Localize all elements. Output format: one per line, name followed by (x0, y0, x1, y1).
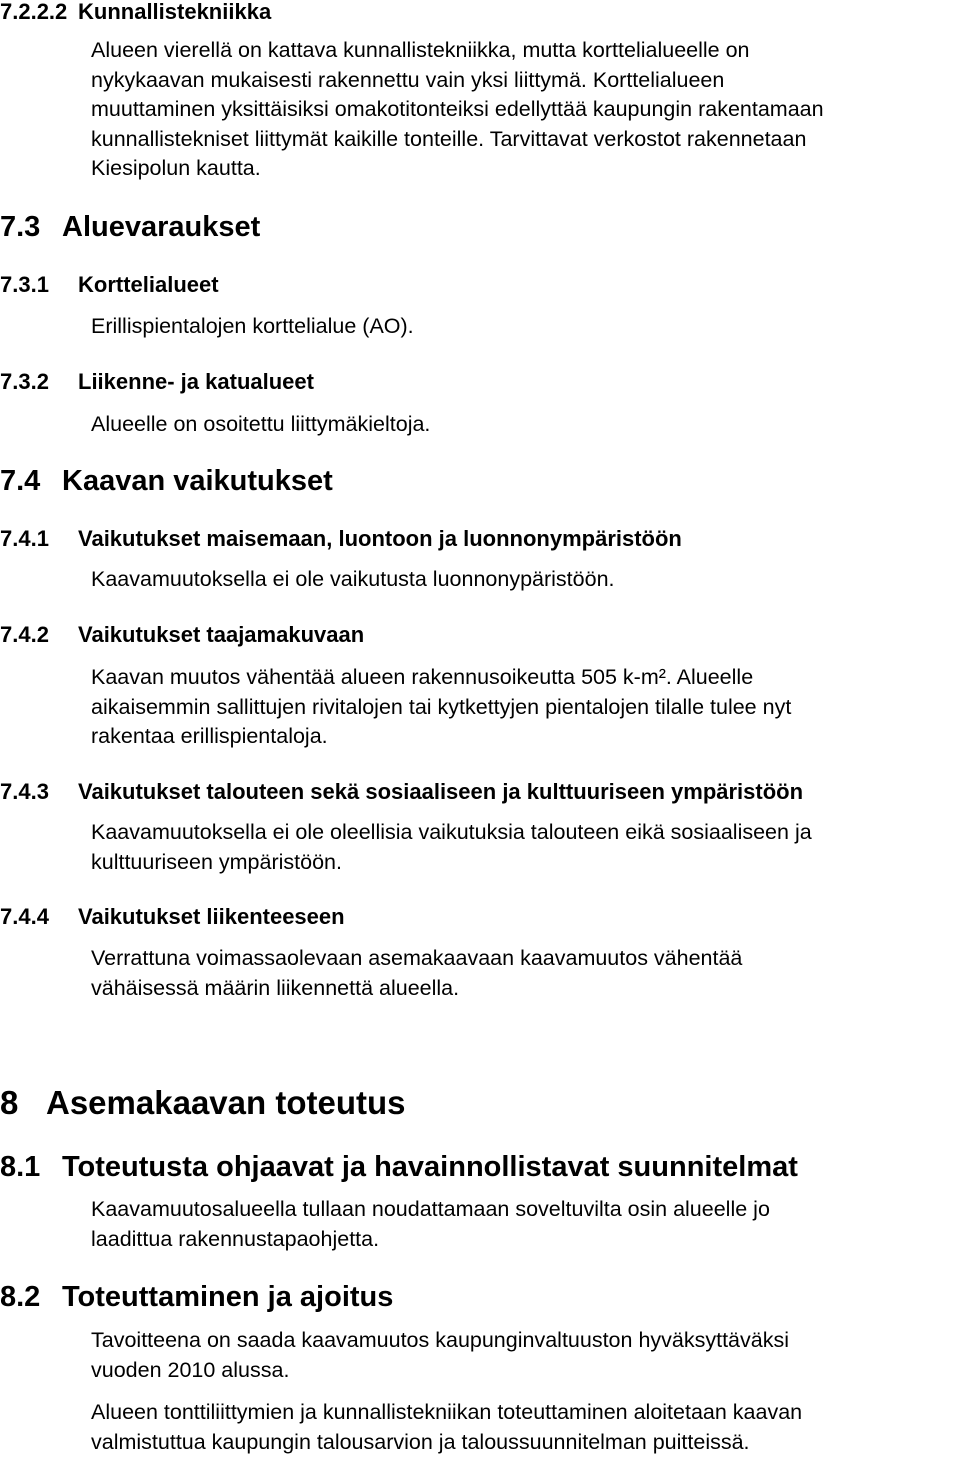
paragraph-line: kunnallistekniset liittymät kaikille tonteille. Tarvittavat verkostot rakennetaan (91, 126, 807, 151)
paragraph-line: vähäisessä määrin liikennettä alueella. (91, 975, 460, 1000)
paragraph-line: Alueelle on osoitettu liittymäkieltoja. (91, 412, 431, 436)
paragraph-line: Alueen vierellä on kattava kunnallistekniikka, mutta korttelialueelle on (91, 38, 750, 62)
section-title: Aluevaraukset (62, 211, 261, 243)
section-title: Vaikutukset talouteen sekä sosiaaliseen ja kulttuuriseen ympäristöön (78, 779, 804, 804)
section-title: Vaikutukset taajamakuvaan (78, 622, 365, 647)
section-heading-8 (0, 1084, 405, 1122)
section-number: 7.4.3 (0, 779, 49, 804)
paragraph-line: laadittua rakennustapaohjetta. (91, 1226, 380, 1251)
section-number: 7.4.1 (0, 526, 49, 551)
paragraph-liikenne (91, 410, 951, 440)
paragraph-talous (91, 818, 951, 877)
paragraph-line: valmistuttua kaupungin talousarvion ja taloussuunnitelman puitteissä. (91, 1429, 750, 1454)
paragraph-line: Alueen tonttiliittymien ja kunnallistekniikan toteuttaminen aloitetaan kaavan (91, 1400, 803, 1424)
section-heading-7-4-3 (0, 779, 803, 805)
paragraph-toteuttaminen (91, 1398, 951, 1457)
paragraph-line: Verrattuna voimassaolevaan asemakaavaan kaavamuutos vähentää (91, 946, 743, 970)
paragraph-line: kulttuuriseen ympäristöön. (91, 849, 342, 874)
section-title: Liikenne- ja katualueet (78, 369, 314, 394)
paragraph-line: Kaavamuutoksella ei ole vaikutusta luonnonypäristöön. (91, 567, 615, 591)
section-heading-8-1 (0, 1150, 798, 1184)
section-title: Kunnallistekniikka (78, 0, 272, 24)
section-heading-7-4 (0, 464, 333, 498)
section-number: 7.2.2.2 (0, 0, 68, 24)
section-number: 7.3 (0, 211, 41, 243)
paragraph-korttelialueet (91, 312, 951, 342)
section-number: 7.3.1 (0, 272, 49, 297)
section-number: 7.4 (0, 465, 41, 497)
section-heading-7-4-1 (0, 526, 682, 552)
section-heading-7-3-2 (0, 369, 314, 395)
section-number: 7.3.2 (0, 369, 49, 394)
section-title: Vaikutukset maisemaan, luontoon ja luonnonympäristöön (78, 526, 682, 551)
section-number: 7.4.4 (0, 904, 49, 929)
paragraph-line: muuttaminen yksittäisiksi omakotitonteiksi edellyttää kaupungin rakentamaan (91, 97, 824, 121)
section-title: Toteutusta ohjaavat ja havainnollistavat suunnitelmat (62, 1151, 798, 1183)
section-number: 8 (0, 1084, 19, 1121)
paragraph-line: Kaavamuutoksella ei ole oleellisia vaikutuksia talouteen eikä sosiaaliseen ja (91, 820, 812, 844)
section-title: Asemakaavan toteutus (46, 1084, 406, 1121)
section-heading-7-3 (0, 210, 260, 244)
section-number: 8.2 (0, 1281, 41, 1313)
paragraph-line: Kaavamuutosalueella tullaan noudattamaan soveltuvilta osin alueelle jo (91, 1197, 770, 1221)
paragraph-taajamakuva (91, 663, 951, 752)
paragraph-maisema (91, 565, 951, 595)
paragraph-liikenne-vaikutus (91, 944, 951, 1003)
section-heading-8-2 (0, 1280, 393, 1314)
paragraph-line: Tavoitteena on saada kaavamuutos kaupunginvaltuuston hyväksyttäväksi (91, 1328, 789, 1352)
section-number: 8.1 (0, 1151, 41, 1183)
paragraph-line: aikaisemmin sallittujen rivitalojen tai kytkettyjen pientalojen tilalle tulee nyt (91, 694, 792, 719)
section-heading-7-4-2 (0, 622, 364, 648)
section-title: Kaavan vaikutukset (62, 465, 333, 497)
paragraph-suunnitelmat (91, 1195, 951, 1254)
paragraph-kunnallistekniikka (91, 36, 951, 184)
section-title: Korttelialueet (78, 272, 219, 297)
section-title: Toteuttaminen ja ajoitus (62, 1281, 394, 1313)
paragraph-line: Erillispientalojen korttelialue (AO). (91, 314, 414, 338)
paragraph-line: Kiesipolun kautta. (91, 156, 261, 180)
paragraph-line: vuoden 2010 alussa. (91, 1357, 290, 1382)
paragraph-tavoite (91, 1326, 951, 1385)
section-heading-7-2-2-2 (0, 0, 271, 25)
section-number: 7.4.2 (0, 622, 49, 647)
paragraph-line: nykykaavan mukaisesti rakennettu vain yksi liittymä. Korttelialueen (91, 67, 725, 92)
paragraph-line: Kaavan muutos vähentää alueen rakennusoikeutta 505 k-m². Alueelle (91, 665, 754, 689)
section-title: Vaikutukset liikenteeseen (78, 904, 345, 929)
paragraph-line: rakentaa erillispientaloja. (91, 724, 328, 748)
section-heading-7-3-1 (0, 272, 219, 298)
section-heading-7-4-4 (0, 904, 345, 930)
